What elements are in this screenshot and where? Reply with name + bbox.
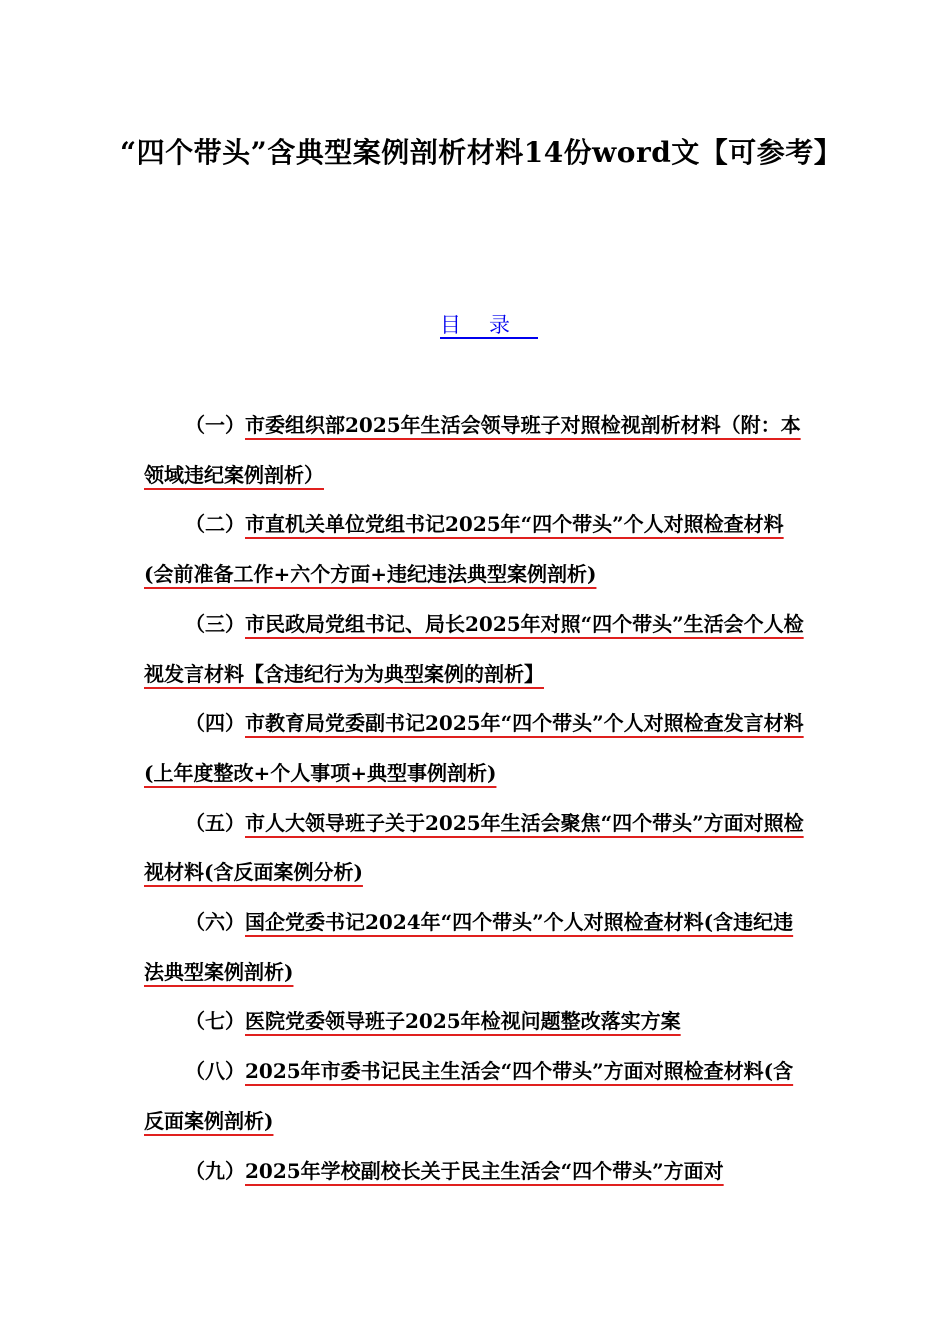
toc-item-4 xyxy=(144,699,804,798)
toc-heading-link[interactable]: 目录 xyxy=(440,313,538,337)
document-title: “四个带头”含典型案例剖析材料14份word文【可参考】 xyxy=(120,136,843,169)
table-of-contents xyxy=(144,401,804,1196)
toc-item-link[interactable]: 国企党委书记2024年“四个带头”个人对照检查材料(含违纪违法典型案例剖析) xyxy=(144,910,794,984)
toc-item-marker: （六） xyxy=(185,910,245,935)
toc-item-6 xyxy=(144,898,804,997)
toc-item-marker: （七） xyxy=(185,1009,245,1034)
toc-item-link[interactable]: 2025年学校副校长关于民主生活会“四个带头”方面对 xyxy=(245,1158,724,1183)
toc-item-marker: （三） xyxy=(185,611,245,636)
toc-item-2 xyxy=(144,500,804,599)
toc-item-7 xyxy=(144,997,804,1047)
toc-item-link[interactable]: 市民政局党组书记、局长2025年对照“四个带头”生活会个人检视发言材料【含违纪行为为典型案例的剖析】 xyxy=(144,611,804,686)
toc-item-8 xyxy=(144,1047,804,1146)
toc-item-link[interactable]: 市人大领导班子关于2025年生活会聚焦“四个带头”方面对照检视材料(含反面案例分析) xyxy=(144,810,804,885)
toc-item-marker: （九） xyxy=(185,1158,245,1183)
toc-item-marker: （一） xyxy=(185,413,245,437)
toc-heading xyxy=(0,310,950,340)
toc-item-1 xyxy=(144,401,804,500)
toc-item-3 xyxy=(144,600,804,699)
toc-item-5 xyxy=(144,799,804,898)
toc-item-9 xyxy=(144,1147,804,1197)
toc-item-marker: （二） xyxy=(185,512,245,537)
toc-item-marker: （八） xyxy=(185,1059,245,1084)
toc-item-link[interactable]: 市教育局党委副书记2025年“四个带头”个人对照检查发言材料(上年度整改+个人事项+典型事例剖析) xyxy=(144,711,804,785)
toc-item-marker: （五） xyxy=(185,810,245,835)
toc-item-link[interactable]: 医院党委领导班子2025年检视问题整改落实方案 xyxy=(245,1009,681,1034)
toc-item-link[interactable]: 市直机关单位党组书记2025年“四个带头”个人对照检查材料(会前准备工作+六个方面+违纪违法典型案例剖析) xyxy=(144,512,784,587)
toc-item-marker: （四） xyxy=(185,711,245,736)
toc-item-link[interactable]: 市委组织部2025年生活会领导班子对照检视剖析材料（附：本领域违纪案例剖析） xyxy=(144,413,801,487)
toc-item-link[interactable]: 2025年市委书记民主生活会“四个带头”方面对照检查材料(含反面案例剖析) xyxy=(144,1059,794,1133)
